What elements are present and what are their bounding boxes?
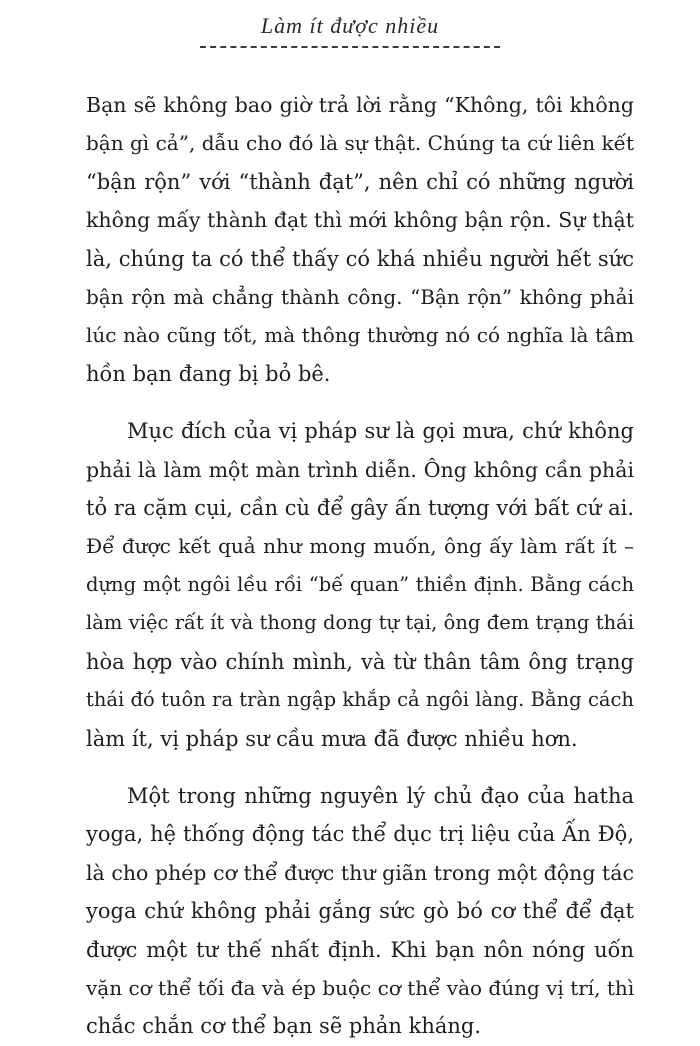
running-header <box>200 12 500 48</box>
text-line: “bận rộn” với “thành đạt”, nên chỉ có những người <box>86 169 634 194</box>
text-line: hòa hợp vào chính mình, và từ thân tâm ông trạng <box>86 649 634 674</box>
body-text <box>86 86 634 1046</box>
text-line: yoga chứ không phải gắng sức gò bó cơ thể để đạt <box>86 899 634 924</box>
text-line: Mục đích của vị pháp sư là gọi mưa, chứ không <box>127 419 634 444</box>
text-line: là, chúng ta có thể thấy có khá nhiều người hết sức <box>86 246 634 271</box>
text-line: là cho phép cơ thể được thư giãn trong một động tác <box>86 860 634 885</box>
text-line: được một tư thế nhất định. Khi bạn nôn nóng uốn <box>86 937 634 962</box>
text-line: bận gì cả”, dẫu cho đó là sự thật. Chúng ta cứ liên kết <box>86 131 634 156</box>
text-line: không mấy thành đạt thì mới không bận rộn. Sự thật <box>86 208 634 233</box>
text-line: Bạn sẽ không bao giờ trả lời rằng “Không, tôi không <box>86 93 634 117</box>
text-line: Một trong những nguyên lý chủ đạo của hatha <box>127 783 634 808</box>
text-line: yoga, hệ thống động tác thể dục trị liệu của Ấn Độ, <box>86 822 634 847</box>
text-line: thái đó tuôn ra tràn ngập khắp cả ngôi làng. Bằng cách <box>86 688 634 712</box>
text-line: chắc chắn cơ thể bạn sẽ phản kháng. <box>86 1014 482 1039</box>
text-line: vặn cơ thể tối đa và ép buộc cơ thể vào đúng vị trí, thì <box>86 975 635 1000</box>
paragraph-3 <box>86 777 634 1046</box>
text-line: làm ít, vị pháp sư cầu mưa đã được nhiều hơn. <box>86 726 578 751</box>
text-line: phải là làm một màn trình diễn. Ông không cần phải <box>86 457 634 482</box>
text-line: tỏ ra cặm cụi, cần cù để gây ấn tượng với bất cứ ai. <box>86 496 634 521</box>
text-line: dựng một ngôi lều rồi “bế quan” thiền định. Bằng cách <box>86 572 634 596</box>
text-line: Để được kết quả như mong muốn, ông ấy làm rất ít – <box>86 534 634 559</box>
paragraph-1 <box>86 86 634 393</box>
text-line: hồn bạn đang bị bỏ bê. <box>86 361 331 386</box>
text-line: lúc nào cũng tốt, mà thông thường nó có nghĩa là tâm <box>86 323 634 348</box>
text-line: bận rộn mà chẳng thành công. “Bận rộn” không phải <box>86 285 634 310</box>
text-line: làm việc rất ít và thong dong tự tại, ông đem trạng thái <box>86 611 634 635</box>
running-title: Làm ít được nhiều <box>260 13 440 38</box>
header-dashed-rule <box>200 46 500 48</box>
paragraph-2 <box>86 412 634 758</box>
